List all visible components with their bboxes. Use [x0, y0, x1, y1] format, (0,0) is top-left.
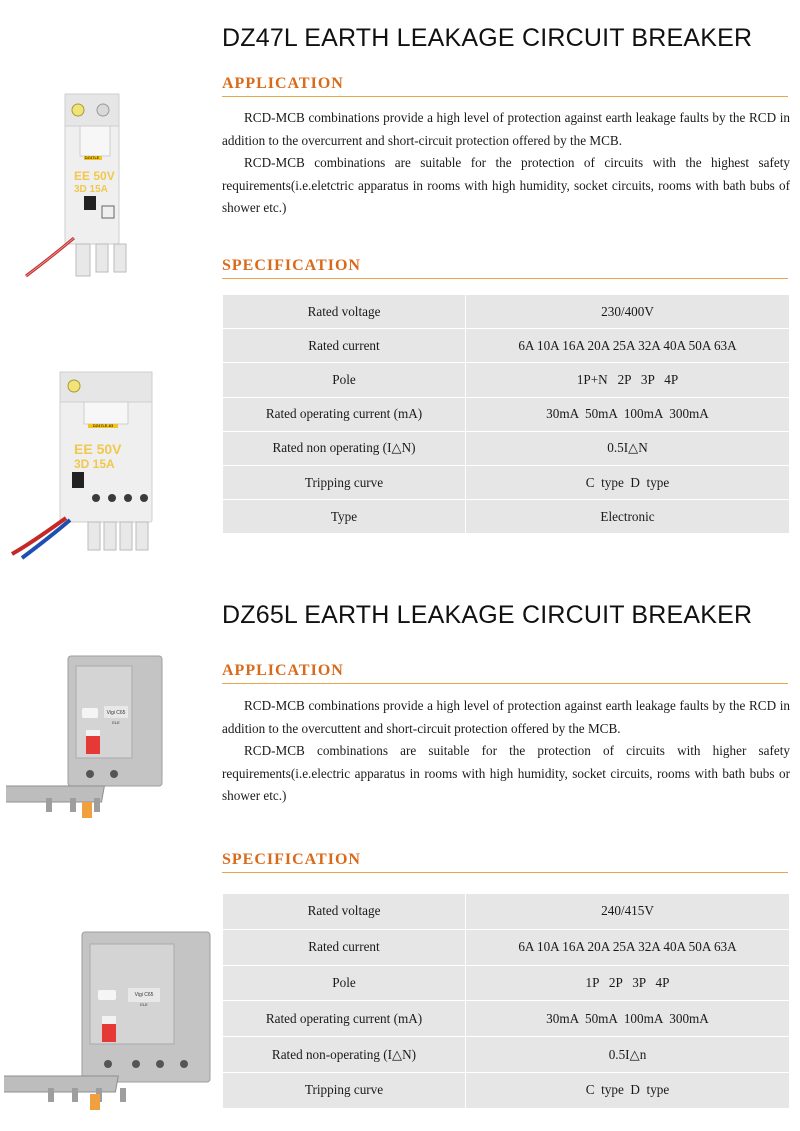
application-heading: APPLICATION: [222, 75, 788, 97]
product-model-label: DZ47LE-63: [92, 423, 114, 428]
spec-row: [223, 431, 790, 465]
spec-label: Pole: [223, 965, 466, 1001]
section-title: DZ47L EARTH LEAKAGE CIRCUIT BREAKER: [222, 24, 753, 52]
spec-label: Rated non operating (I△N): [223, 431, 466, 465]
spec-label: Pole: [223, 363, 466, 397]
spec-value: 0.5I△n: [466, 1037, 790, 1073]
spec-value: 6A 10A 16A 20A 25A 32A 40A 50A 63A: [466, 929, 790, 965]
spec-label: Rated voltage: [223, 894, 466, 930]
spec-value: 30mA 50mA 100mA 300mA: [466, 397, 790, 431]
application-heading: APPLICATION: [222, 662, 788, 684]
spec-value: Electronic: [466, 500, 790, 534]
section-dz65l: [0, 590, 800, 1131]
spec-row: [223, 295, 790, 329]
spec-label: Rated operating current (mA): [223, 1001, 466, 1037]
spec-value: 240/415V: [466, 894, 790, 930]
spec-row: [223, 965, 790, 1001]
spec-row: [223, 1001, 790, 1037]
spec-label: Tripping curve: [223, 465, 466, 499]
application-paragraph: RCD-MCB combinations provide a high level of protection against earth leakage faults by the RCD in addition to the overcuttent and short-circuit protection offered by the MCB.: [222, 698, 790, 736]
spec-row: [223, 894, 790, 930]
section-title: DZ65L EARTH LEAKAGE CIRCUIT BREAKER: [222, 601, 753, 629]
spec-label: Type: [223, 500, 466, 534]
spec-row: [223, 465, 790, 499]
product-rating-label: EE 50V: [74, 169, 115, 183]
specification-heading: SPECIFICATION: [222, 257, 788, 279]
spec-label: Tripping curve: [223, 1072, 466, 1108]
spec-value: 1P+N 2P 3P 4P: [466, 363, 790, 397]
spec-value: C type D type: [466, 1072, 790, 1108]
section-dz47l: [0, 0, 800, 560]
spec-label: Rated voltage: [223, 295, 466, 329]
spec-row: [223, 397, 790, 431]
dz47le-product-image: [18, 88, 136, 284]
spec-value: 1P 2P 3P 4P: [466, 965, 790, 1001]
spec-row: [223, 363, 790, 397]
vigi-c65-2p-product-image: [6, 652, 166, 830]
spec-value: 0.5I△N: [466, 431, 790, 465]
spec-label: Rated current: [223, 329, 466, 363]
spec-row: [223, 1037, 790, 1073]
application-paragraph: RCD-MCB combinations are suitable for the protection of circuits with the highest safety requirements(i.e.eletctric apparatus in rooms with high humidity, socket circuits, rooms with bath bubs of shower etc.): [222, 155, 790, 215]
spec-row: [223, 929, 790, 965]
spec-table: [222, 893, 790, 1109]
spec-value: 230/400V: [466, 295, 790, 329]
product-rating-label: EE 50V: [74, 441, 122, 457]
dz47le-63-product-image: [8, 368, 158, 562]
spec-table-body: [223, 894, 790, 1109]
spec-label: Rated non-operating (I△N): [223, 1037, 466, 1073]
spec-row: [223, 1072, 790, 1108]
spec-row: [223, 329, 790, 363]
spec-label: Rated current: [223, 929, 466, 965]
product-model-label: Vigi C65: [106, 710, 126, 716]
spec-table: [222, 294, 790, 534]
product-model-label: Vigi C65: [134, 992, 154, 998]
application-text: [222, 107, 790, 220]
product-model-label: DZ47LE: [84, 155, 100, 160]
vigi-c65-4p-product-image: [4, 930, 214, 1120]
spec-table-body: [223, 295, 790, 534]
specification-heading: SPECIFICATION: [222, 851, 788, 873]
application-paragraph: RCD-MCB combinations are suitable for the protection of circuits with higher safety requirements(i.e.electric apparatus in rooms with high humidity, socket circuits, rooms with bath bubs or shower etc.): [222, 743, 790, 803]
product-rating-label: ELE: [112, 720, 120, 725]
product-sub-label: 3D 15A: [74, 184, 108, 195]
spec-value: C type D type: [466, 465, 790, 499]
application-text: [222, 695, 790, 808]
product-rating-label: ELE: [140, 1002, 148, 1007]
application-paragraph: RCD-MCB combinations provide a high level of protection against earth leakage faults by the RCD in addition to the overcurrent and short-circuit protection offered by the MCB.: [222, 110, 790, 148]
spec-label: Rated operating current (mA): [223, 397, 466, 431]
product-sub-label: 3D 15A: [74, 457, 115, 471]
spec-row: [223, 500, 790, 534]
spec-value: 6A 10A 16A 20A 25A 32A 40A 50A 63A: [466, 329, 790, 363]
spec-value: 30mA 50mA 100mA 300mA: [466, 1001, 790, 1037]
